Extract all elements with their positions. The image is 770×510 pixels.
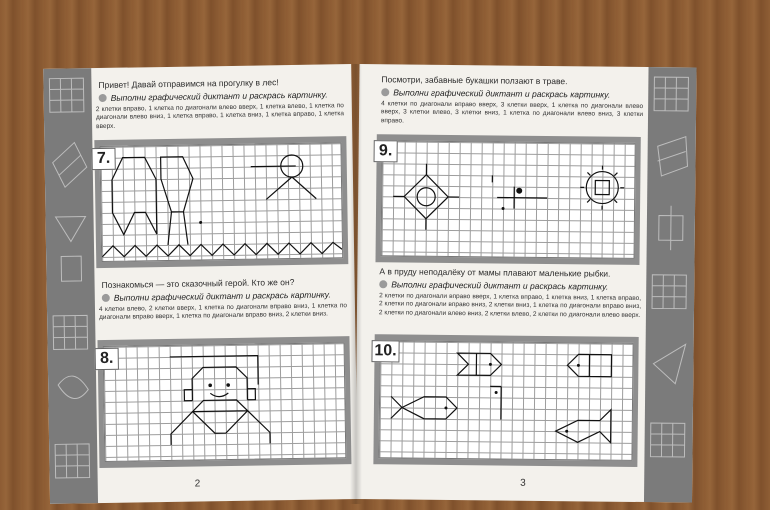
instruction-text: 4 клетки по диагонали вправо вверх, 3 клетки вверх, 1 клетка по диагонали влево вверх, 3 клетки влево, 3 клетки вниз, 1 клетка по диагонали влево вниз, 3 клетки вправо. bbox=[380, 100, 644, 125]
left-decorative-border bbox=[43, 68, 98, 504]
right-page bbox=[355, 64, 697, 503]
page-number: 2 bbox=[194, 478, 201, 490]
bullet-icon bbox=[381, 88, 389, 96]
intro-text: Привет! Давай отправимся на прогулку в лес! bbox=[98, 77, 279, 91]
exercise-9-number: 9. bbox=[374, 140, 398, 162]
task-heading-2-text: Выполни графический диктант и раскрась картинку. bbox=[113, 289, 331, 303]
intro-text: Посмотри, забавные букашки ползают в траве. bbox=[381, 74, 568, 87]
exercise-9-drawing bbox=[382, 141, 635, 258]
exercise-8-grid bbox=[103, 342, 347, 462]
page-number: 3 bbox=[520, 477, 526, 489]
intro-text-2: А в пруду неподалёку от мамы плавают маленькие рыбки. bbox=[379, 266, 611, 279]
exercise-8-drawing bbox=[104, 343, 346, 461]
exercise-8-number: 8. bbox=[95, 348, 119, 370]
instruction-text-2: 4 клетки влево, 2 клетки вверх, 1 клетка по диагонали вправо вниз, 1 клетка по диагонали вправо вверх, 1 клетка по диагонали вправо вниз, 2 клетки вниз. bbox=[98, 302, 348, 322]
task-heading-2 bbox=[379, 279, 644, 292]
left-page bbox=[43, 64, 358, 504]
task-heading-2-text: Выполни графический диктант и раскрась картинку. bbox=[391, 279, 609, 292]
task-heading bbox=[99, 89, 349, 103]
exercise-7-grid bbox=[99, 142, 343, 262]
exercise-10-drawing bbox=[379, 341, 632, 460]
task-heading-text: Выполни графический диктант и раскрась картинку. bbox=[110, 89, 328, 103]
instruction-text-2: 2 клетки по диагонали вправо вверх, 1 клетка вправо, 1 клетка вниз, 1 клетка вправо, 2 клетки по диагонали вправо вниз, 2 клетки вниз, 1 клетка по диагонали вправо вниз, 2 клетки по диагонали влево вниз, 2 клетки влево, 2 клетки по диагонали влево вверх. bbox=[378, 292, 642, 319]
exercise-9-grid bbox=[381, 140, 636, 259]
bullet-icon bbox=[102, 294, 110, 302]
question-text: Познакомься — это сказочный герой. Кто же он? bbox=[101, 276, 295, 291]
bullet-icon bbox=[379, 280, 387, 288]
right-decorative-border bbox=[644, 67, 697, 502]
exercise-7-drawing bbox=[100, 143, 342, 261]
open-workbook bbox=[50, 64, 692, 504]
task-heading-text: Выполни графический диктант и раскрась картинку. bbox=[393, 87, 611, 100]
exercise-7-number: 7. bbox=[91, 148, 115, 170]
task-heading-2 bbox=[102, 289, 352, 303]
instruction-text: 2 клетки вправо, 1 клетка по диагонали влево вверх, 1 клетка влево, 1 клетка по диагонали влево вниз, 1 клетка вправо, 1 клетка вниз, 1 клетка вправо, 1 клетка вверх. bbox=[95, 102, 345, 130]
bullet-icon bbox=[99, 94, 107, 102]
exercise-10-grid bbox=[378, 340, 633, 461]
book-spine-shadow bbox=[350, 64, 362, 504]
task-heading bbox=[381, 87, 646, 100]
exercise-10-number: 10. bbox=[371, 340, 399, 362]
